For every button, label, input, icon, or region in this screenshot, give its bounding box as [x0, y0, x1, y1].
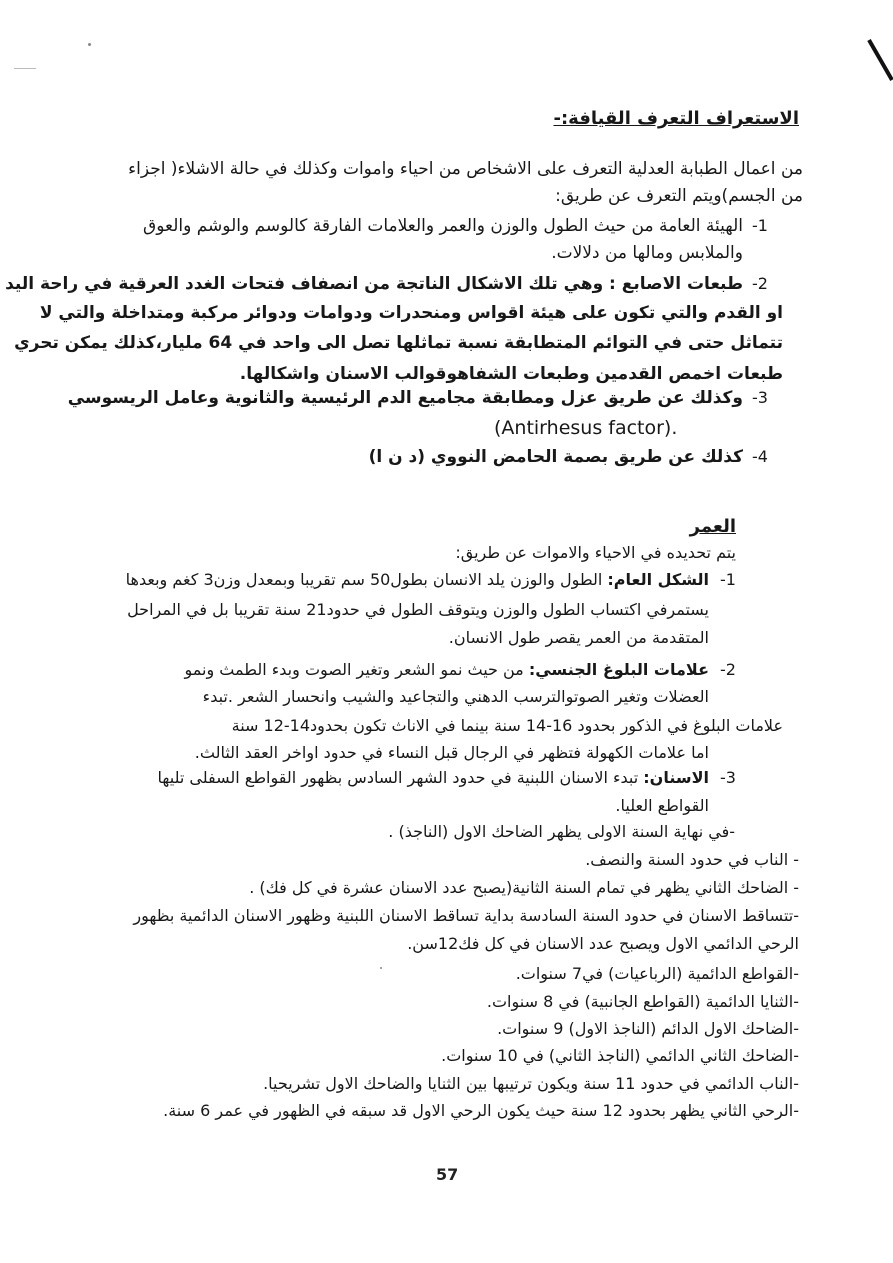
intro-line: من اعمال الطبابة العدلية التعرف على الاشخاص من احياء واموات وكذلك في حالة الاشلاء( اجزاء	[128, 159, 803, 179]
list-item-text	[157, 766, 709, 790]
page-number: 57	[436, 1165, 459, 1184]
teeth-line: - الضاحك الثاني يظهر في تمام السنة الثانية(يصبح عدد الاسنان عشرة في كل فك) .	[249, 878, 799, 897]
list-item-line: تبدء الاسنان اللبنية في حدود الشهر السادس بظهور القواطع السفلى تليها	[157, 768, 639, 787]
teeth-line: -تتساقط الاسنان في حدود السنة السادسة بداية تساقط الاسنان اللبنية وظهور الاسنان الدائمية بظهور	[133, 906, 799, 925]
list-item-text	[184, 658, 709, 682]
list-item-text: يستمرفي اكتساب الطول والوزن ويتوقف الطول في حدود21 سنة تقريبا بل في المراحل	[127, 600, 709, 619]
section-title-identification: الاستعراف التعرف القيافة:-	[553, 108, 799, 129]
scan-speck	[14, 68, 36, 69]
list-number: -1	[720, 570, 736, 589]
list-item-text: المتقدمة من العمر يقصر طول الانسان.	[448, 628, 709, 647]
list-item-text: الهيئة العامة من حيث الطول والوزن والعمر والعلامات الفارقة كالوسم والوشم والعوق	[143, 216, 743, 236]
teeth-line: - الناب في حدود السنة والنصف.	[585, 850, 799, 869]
section-intro: يتم تحديده في الاحياء والاموات عن طريق:	[455, 543, 736, 562]
list-number: -3	[752, 388, 768, 407]
list-item-line: الطول والوزن يلد الانسان بطول50 سم تقريبا وبمعدل وزن3 كغم وبعدها	[125, 570, 603, 589]
teeth-line: -الضاحك الثاني الدائمي (الناجذ الثاني) في 10 سنوات.	[441, 1046, 799, 1065]
teeth-line: -الرحي الثاني يظهر بحدود 12 سنة حيث يكون الرحي الاول قد سبقه في الظهور في عمر 6 سنة.	[163, 1101, 799, 1120]
scan-speck	[380, 967, 382, 969]
list-number: -2	[720, 660, 736, 679]
scan-speck	[88, 43, 91, 46]
list-item-text: كذلك عن طريق بصمة الحامض النووي (د ن ا)	[368, 447, 743, 467]
list-item-text: (Antirhesus factor).	[494, 417, 678, 439]
teeth-line: الرحي الدائمي الاول ويصبح عدد الاسنان في كل فك12سن.	[407, 934, 799, 953]
list-number: -4	[752, 447, 768, 466]
list-item-text: العضلات وتغير الصوتوالترسب الدهني والتجاعيد والشيب وانحسار الشعر .تبدء	[202, 687, 709, 706]
list-number: -2	[752, 274, 768, 293]
list-number: -1	[752, 216, 768, 235]
list-item-text: وكذلك عن طريق عزل ومطابقة مجاميع الدم الرئيسية والثانوية وعامل الريسوسي	[67, 388, 743, 408]
section-title-age: العمر	[689, 516, 736, 537]
list-number: -3	[720, 768, 736, 787]
teeth-line: -الضاحك الاول الدائم (الناجذ الاول) 9 سنوات.	[497, 1019, 799, 1038]
teeth-line: -في نهاية السنة الاولى يظهر الضاحك الاول (الناجذ) .	[388, 822, 735, 841]
list-item-label: الاسنان:	[643, 768, 709, 787]
list-item-text: طبعات اخمص القدمين وطبعات الشفاهوقوالب الاسنان واشكالها.	[239, 364, 783, 384]
intro-line: من الجسم)ويتم التعرف عن طريق:	[555, 186, 803, 206]
list-item-text	[126, 568, 709, 592]
list-item-label: علامات البلوغ الجنسي:	[528, 660, 709, 679]
list-item-text: طبعات الاصابع : وهي تلك الاشكال الناتجة من انصفاف فتحات الغدد العرقية في راحة اليد	[5, 274, 743, 294]
teeth-line: -الناب الدائمي في حدود 11 سنة ويكون ترتيبها بين الثنايا والضاحك الاول تشريحيا.	[263, 1074, 799, 1093]
list-item-label: الشكل العام:	[607, 570, 709, 589]
teeth-line: -القواطع الدائمية (الرباعيات) في7 سنوات.	[515, 964, 799, 983]
list-item-line: من حيث نمو الشعر وتغير الصوت وبدء الطمث ونمو	[184, 660, 524, 679]
list-item-text: اما علامات الكهولة فتظهر في الرجال قبل النساء في حدود اواخر العقد الثالث.	[194, 743, 709, 762]
scan-mark-icon	[866, 38, 893, 82]
teeth-line: -الثنايا الدائمية (القواطع الجانبية) في 8 سنوات.	[486, 992, 799, 1011]
list-item-text: او القدم والتي تكون على هيئة اقواس ومنحدرات ودوامات ودوائر مركبة ومتداخلة والتي لا	[39, 303, 783, 323]
list-item-text: القواطع العليا.	[615, 796, 709, 815]
list-item-text: علامات البلوغ في الذكور بحدود 16-14 سنة بينما في الاناث تكون بحدود14-12 سنة	[231, 716, 783, 735]
list-item-text: تتماثل حتى في التوائم المتطابقة نسبة تماثلها تصل الى واحد في 64 مليار،كذلك يمكن تحري	[14, 333, 783, 353]
list-item-text: والملابس ومالها من دلالات.	[551, 243, 743, 263]
